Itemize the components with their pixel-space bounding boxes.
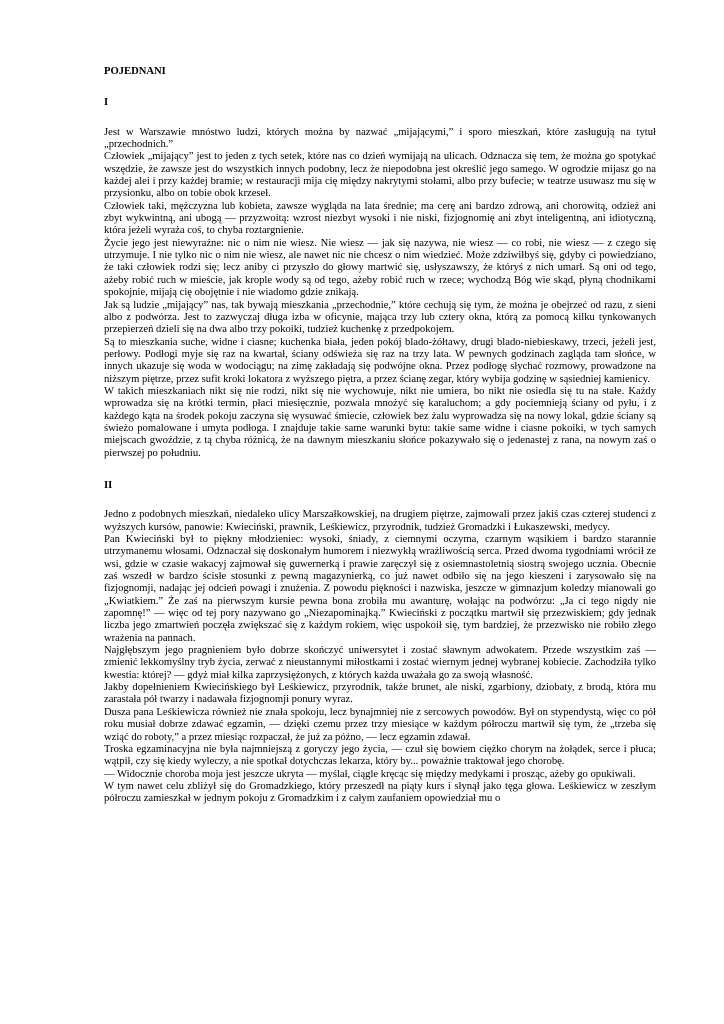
paragraph: Troska egzaminacyjna nie była najmniejszą z goryczy jego życia, — czuł się bowiem ciężko chorym na żołądek, serce i płuca; wątpił, czy się kiedy wyleczy, a nie spotkał dotychczas lekarza, który by... poważnie traktował jego chorobę. bbox=[104, 743, 656, 768]
paragraph: Jak są ludzie „mijający” nas, tak bywają mieszkania „przechodnie,” które cechują się tym, że można je obejrzeć od razu, z sieni albo z podwórza. Jest to zazwyczaj długa izba w oficynie, mająca trzy lub cztery okna, którą za pomocą kilku tynkowanych przepierzeń dzieli się na dwa albo trzy pokoiki, tudzież kuchenkę z przedpokojem. bbox=[104, 299, 656, 336]
paragraph: Jedno z podobnych mieszkań, niedaleko ulicy Marszałkowskiej, na drugiem piętrze, zajmowali przez jakiś czas czterej studenci z wyższych kursów, panowie: Kwieciński, prawnik, Leśkiewicz, przyrodnik, tudzież Gromadzki i Łukaszewski, medycy. bbox=[104, 509, 656, 533]
paragraph: Życie jego jest niewyraźne: nic o nim nie wiesz. Nie wiesz — jak się nazywa, nie wiesz — co robi, nie wiesz — z czego się utrzymuje. I nie tylko nic o nim nie wiesz, ale nawet nic nie chcesz o nim wiedzieć. Może zdziwiłbyś się, gdyby ci powiedziano, że taki człowiek rodzi się; lecz aniby ci przyszło do głowy martwić się, usłyszawszy, że któryś z nich umarł. Są oni od tego, ażeby robić ruch w mieście, jak krople wody są od tego, ażeby robić ruch w rzece; wychodzą Bóg wie skąd, płyną chodnikami spokojnie, mijają cię obojętnie i nie wiadomo gdzie znikają. bbox=[104, 237, 656, 299]
paragraph: Jest w Warszawie mnóstwo ludzi, których można by nazwać „mijającymi,” i sporo mieszkań, które zasługują na tytuł „przechodnich.” bbox=[104, 126, 656, 151]
paragraph: Są to mieszkania suche, widne i ciasne; kuchenka biała, jeden pokój blado-żółtawy, drugi blado-niebieskawy, trzeci, jeżeli jest, perłowy. Podłogi myje się raz na kwartał, ściany odświeża się raz na trzy lata. W pewnych godzinach zagląda tam słońce, w innych ukazuje się woda w wodociągu; na zimę zakładają się podwójne okna. Przez podłogę słychać rozmowy, prowadzone na niższym piętrze, przez sufit kroki lokatora z wyższego piętra, a przez ścianę zegar, który wybija godzinę w sąsiedniej kamienicy. bbox=[104, 336, 656, 385]
paragraph: Dusza pana Leśkiewicza również nie znała spokoju, lecz bynajmniej nie z sercowych powodów. Był on stypendystą, więc co pół roku musiał dobrze zdawać egzamin, — dzięki czemu przez trzy miesiące w każdym półroczu martwił się tym, że „trzeba się wziąć do roboty,” a przez miesiąc rozpaczał, że już za późno, — lecz egzamin zdawał. bbox=[104, 706, 656, 743]
document-page bbox=[104, 66, 656, 806]
paragraph: — Widocznie choroba moja jest jeszcze ukryta — myślał, ciągle kręcąc się między medykami i prosząc, ażeby go opukiwali. bbox=[104, 768, 636, 780]
paragraph: Człowiek „mijający” jest to jeden z tych setek, które nas co dzień wymijają na ulicach. Odznacza się tem, że można go spotykać wszędzie, że zawsze jest do wszystkich innych podobny, lecz że niepodobna jest określić jego samego. W ogrodzie mijasz go na każdej alei i przy każdej bramie; w restauracji mija cię między nakrytymi stołami, albo przy bufecie; w teatrze usuwasz mu się w przysionku, albo on tobie obok krzeseł. bbox=[104, 151, 656, 200]
section-1-body bbox=[104, 127, 656, 460]
section-2-body bbox=[104, 509, 656, 805]
section-heading-1: I bbox=[104, 97, 109, 109]
document-title: POJEDNANI bbox=[104, 66, 166, 77]
paragraph: Człowiek taki, mężczyzna lub kobieta, zawsze wygląda na lata średnie; ma cerę ani bardzo zdrową, ani chorowitą, odzież ani zbyt wykwintną, ani ubogą — przyzwoitą: wzrost niezbyt wysoki i nie niski, fizjognomię ani zbyt inteligentną, ani idiotyczną, która jeżeli wyraża coś, to chyba roztargnienie. bbox=[104, 200, 656, 237]
paragraph: W takich mieszkaniach nikt się nie rodzi, nikt się nie wychowuje, nikt nie umiera, bo nikt nie osiedla się tu na stałe. Każdy wprowadza się na krótki termin, płaci miesięcznie, pozwala mnożyć się karaluchom; a gdy pociemnieją ściany od pyłu, i z każdego kąta na środek pokoju zaczyna się wysuwać śmiecie, człowiek bez żalu wyprowadza się na nowy lokal, gdzie ściany są świeżo pomalowane i umyta podłoga. I znajduje takie same warunki bytu: takie same widne i ciasne pokoiki, w tych samych miejscach gwoździe, z tą chyba różnicą, że na dawnym mieszkaniu słońce pokazywało się o jedenastej z rana, na nowym zaś o pierwszej po południu. bbox=[104, 385, 656, 459]
paragraph: Najgłębszym jego pragnieniem było dobrze skończyć uniwersytet i zostać sławnym adwokatem. Przede wszystkim zaś — zmienić lekkomyślny tryb życia, zerwać z nieustannymi miłostkami i zostać wiernym jednej wybranej kobiecie. Zachodziła tylko kwestia: której? — gdyż miał kilka zaprzysiężonych, z których każda uważała go za swoją własność. bbox=[104, 645, 656, 681]
paragraph: Jakby dopełnieniem Kwiecińskiego był Leśkiewicz, przyrodnik, także brunet, ale niski, zgarbiony, dziobaty, z brodą, która mu zarastała pół twarzy i nadawała fizjognomji ponury wyraz. bbox=[104, 682, 656, 706]
section-heading-2: II bbox=[104, 479, 113, 491]
paragraph: Pan Kwieciński był to piękny młodzieniec: wysoki, śniady, z ciemnymi oczyma, czarnym wąsikiem i bardzo starannie utrzymanemu włosami. Odznaczał się doskonałym humorem i niezwykłą wrażliwością serca. Przed dwoma tygodniami wrócił ze wsi, gdzie w czasie wakacyj zajmował się guwernerką i prawie zaręczył się z osiemnastoletnią siostrą swojego ucznia. Obecnie zaś wszedł w bardzo ścisłe stosunki z pewną magazynierką, co już nawet odbiło się na jego kieszeni i zarysowało się na fizjognomji, nadając jej odcień powagi i znużenia. Z powodu piękności i nazwiska, jeszcze w gimnazjum koledzy mianowali go „Kwiatkiem.” Że zaś na pierwszym kursie pewna bona zrobiła mu awanturę, wołając na podwórzu: „Ja ci tego nigdy nie zapomnę!” — więc od tej pory nazywano go „Niezapominajką.” Kwieciński z początku martwił się przezwiskiem; gdy jednak liczba jego zmartwień poczęła zwiększać się z każdym rokiem, więc uspokoił się, tym bardziej, że przezwisko nie robiło złego wrażenia na pannach. bbox=[104, 534, 656, 644]
paragraph: W tym nawet celu zbliżył się do Gromadzkiego, który przeszedł na piąty kurs i słynął jako tęga głowa. Leśkiewicz w zeszłym półroczu zamieszkał w jednym pokoju z Gromadzkim i z całym zaufaniem opowiedział mu o bbox=[104, 780, 656, 805]
